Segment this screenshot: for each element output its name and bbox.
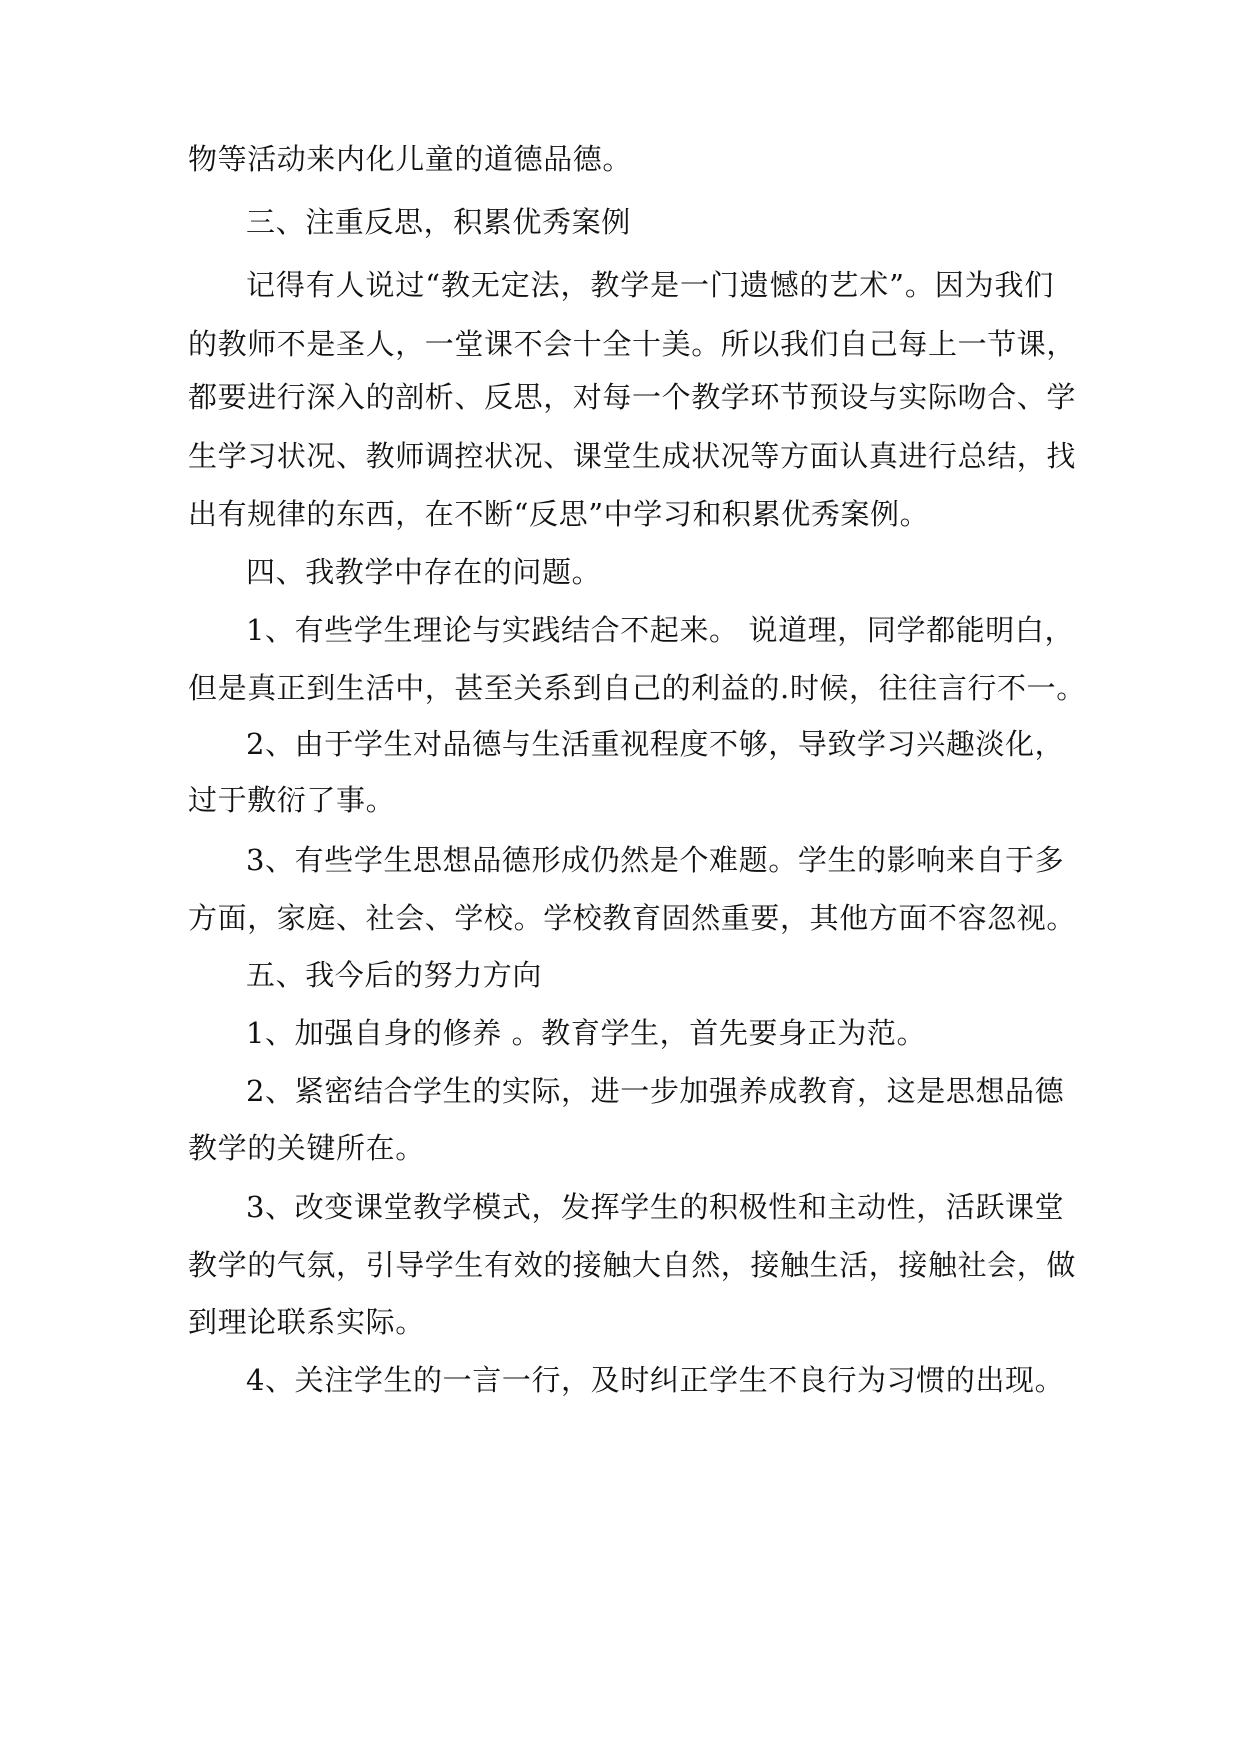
section-heading-3: 三、注重反思，积累优秀案例 [246, 205, 631, 239]
list-item-line: 教学的气氛，引导学生有效的接触大自然，接触生活，接触社会，做 [188, 1248, 1077, 1282]
section-heading-4: 四、我教学中存在的问题。 [246, 555, 602, 589]
list-item-line: 3、有些学生思想品德形成仍然是个难题。学生的影响来自于多 [246, 843, 1065, 877]
list-item-line: 2、由于学生对品德与生活重视程度不够，导致学习兴趣淡化， [246, 727, 1065, 761]
paragraph-line: 记得有人说过“教无定法，教学是一门遗憾的艺术”。因为我们 [246, 268, 1054, 302]
list-item-line: 方面，家庭、社会、学校。学校教育固然重要，其他方面不容忽视。 [188, 901, 1077, 935]
paragraph-line: 物等活动来内化儿童的道德品德。 [188, 142, 633, 176]
section-heading-5: 五、我今后的努力方向 [246, 958, 543, 992]
list-item-line: 过于敷衍了事。 [188, 783, 396, 817]
list-item-line: 但是真正到生活中，甚至关系到自己的利益的.时候，往往言行不一。 [188, 671, 1086, 705]
paragraph-line: 出有规律的东西，在不断“反思”中学习和积累优秀案例。 [188, 497, 930, 531]
list-item-line: 2、紧密结合学生的实际，进一步加强养成教育，这是思想品德 [246, 1074, 1065, 1108]
list-item-line: 3、改变课堂教学模式，发挥学生的积极性和主动性，活跃课堂 [246, 1190, 1065, 1224]
paragraph-line: 的教师不是圣人，一堂课不会十全十美。所以我们自己每上一节课， [188, 327, 1077, 361]
list-item-line: 到理论联系实际。 [188, 1305, 425, 1339]
list-item-line: 1、加强自身的修养 。教育学生，首先要身正为范。 [246, 1016, 927, 1050]
list-item-line: 教学的关键所在。 [188, 1131, 425, 1165]
list-item-line: 1、有些学生理论与实践结合不起来。 说道理，同学都能明白， [246, 613, 1075, 647]
list-item-line: 4、关注学生的一言一行，及时纠正学生不良行为习惯的出现。 [246, 1363, 1065, 1397]
paragraph-line: 生学习状况、教师调控状况、课堂生成状况等方面认真进行总结，找 [188, 439, 1077, 473]
paragraph-line: 都要进行深入的剖析、反思，对每一个教学环节预设与实际吻合、学 [188, 380, 1077, 414]
